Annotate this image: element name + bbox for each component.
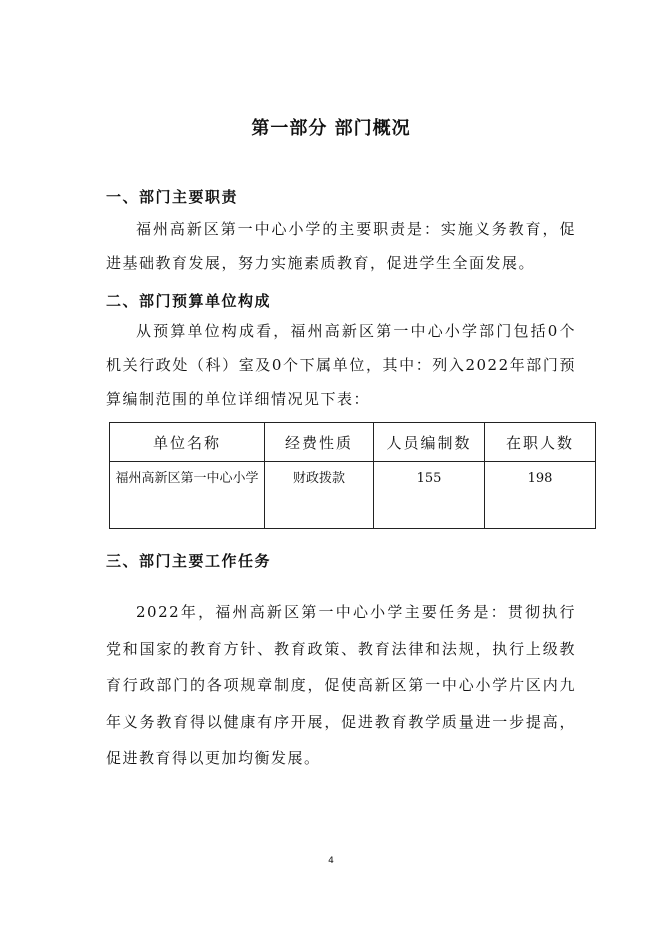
header-employees: 在职人数 (485, 423, 596, 462)
section-heading-duties: 一、部门主要职责 (106, 188, 239, 206)
section-heading-budget-units: 二、部门预算单位构成 (106, 292, 272, 310)
cell-staff-quota: 155 (374, 462, 485, 529)
table-header-row (110, 423, 596, 462)
paragraph-budget-units: 从预算单位构成看，福州高新区第一中心小学部门包括0个机关行政处（科）室及0个下属单位，其中：列入2022年部门预算编制范围的单位详细情况见下表： (106, 322, 576, 408)
section-heading-tasks: 三、部门主要工作任务 (106, 552, 272, 570)
table-row (110, 462, 596, 529)
paragraph-tasks: 2022年，福州高新区第一中心小学主要任务是：贯彻执行党和国家的教育方针、教育政策、教育法律和法规，执行上级教育行政部门的各项规章制度，促使高新区第一中心小学片区内九年义务教育得以健康有序开展，促进教育教学质量进一步提高，促进教育得以更加均衡发展。 (106, 603, 576, 767)
header-funding-type: 经费性质 (265, 423, 374, 462)
header-unit-name: 单位名称 (110, 423, 265, 462)
cell-employees: 198 (485, 462, 596, 529)
paragraph-duties: 福州高新区第一中心小学的主要职责是：实施义务教育，促进基础教育发展，努力实施素质教育，促进学生全面发展。 (106, 220, 576, 272)
page-title: 第一部分 部门概况 (251, 118, 411, 139)
cell-unit-name: 福州高新区第一中心小学 (110, 462, 265, 529)
page-number: 4 (328, 856, 334, 866)
budget-unit-table (109, 422, 596, 529)
cell-funding-type: 财政拨款 (265, 462, 374, 529)
header-staff-quota: 人员编制数 (374, 423, 485, 462)
